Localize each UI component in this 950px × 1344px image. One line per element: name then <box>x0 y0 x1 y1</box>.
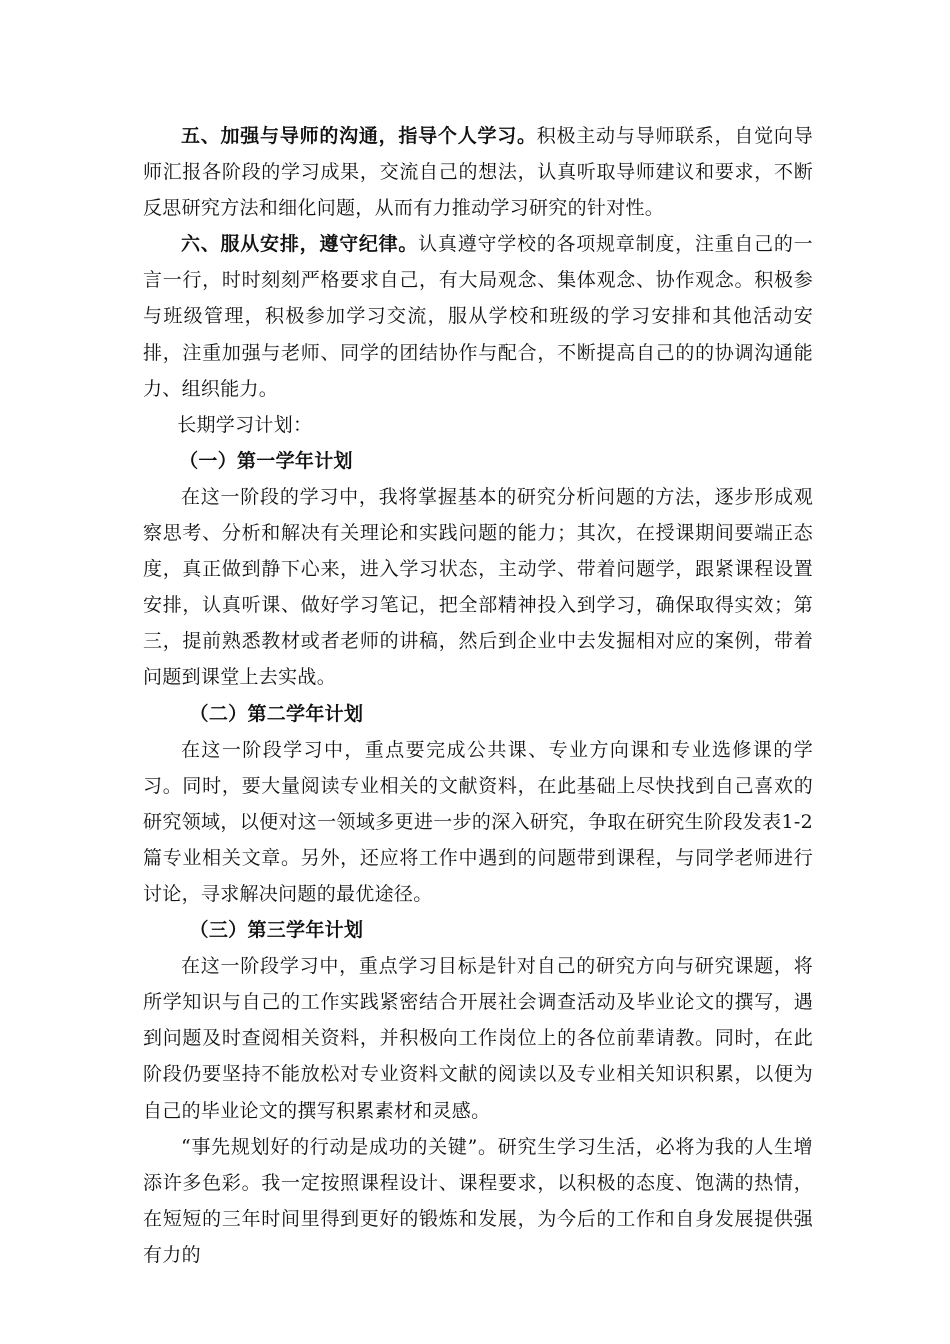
year-1-heading <box>143 443 813 479</box>
year-1-body: 在这一阶段的学习中，我将掌握基本的研究分析问题的方法，逐步形成观察思考、分析和解决有关理论和实践问题的能力；其次，在授课期间要端正态度，真正做到静下心来，进入学习状态，主动学、带着问题学，跟紧课程设置安排，认真听课、做好学习笔记，把全部精神投入到学习，确保取得实效；第三，提前熟悉教材或者老师的讲稿，然后到企业中去发掘相对应的案例，带着问题到课堂上去实战。 <box>143 485 813 689</box>
section-6-body: 认真遵守学校的各项规章制度，注重自己的一言一行，时时刻刻严格要求自己，有大局观念、集体观念、协作观念。积极参与班级管理，积极参加学习交流，服从学校和班级的学习安排和其他活动安排，注重加强与老师、同学的团结协作与配合，不断提高自己的的协调沟通能力、组织能力。 <box>143 233 813 400</box>
document-page <box>143 118 813 1273</box>
section-5-heading: 五、加强与导师的沟通，指导个人学习。 <box>181 125 537 147</box>
year-2-body: 在这一阶段学习中，重点要完成公共课、专业方向课和专业选修课的学习。同时，要大量阅读专业相关的文献资料，在此基础上尽快找到自己喜欢的研究领域，以便对这一领域多更进一步的深入研究，争取在研究生阶段发表1-2篇专业相关文章。另外，还应将工作中遇到的问题带到课程，与同学老师进行讨论，寻求解决问题的最优途径。 <box>143 738 813 905</box>
year-3-heading-text: （三）第三学年计划 <box>189 919 364 942</box>
year-2-heading-text: （二）第二学年计划 <box>189 702 364 725</box>
paragraph-section-5 <box>143 118 813 226</box>
section-6-heading: 六、服从安排，遵守纪律。 <box>181 233 419 256</box>
year-1-heading-text: （一）第一学年计划 <box>179 449 353 472</box>
closing-paragraph: “事先规划好的行动是成功的关键”。研究生学习生活，必将为我的人生增添许多色彩。我一定按照课程设计、课程要求，以积极的态度、饱满的热情，在短短的三年时间里得到更好的锻炼和发展，为今后的工作和自身发展提供强有力的 <box>143 1135 813 1266</box>
year-2-heading <box>143 696 813 732</box>
year-3-body: 在这一阶段学习中，重点学习目标是针对自己的研究方向与研究课题，将所学知识与自己的工作实践紧密结合开展社会调查活动及毕业论文的撰写，遇到问题及时查阅相关资料，并积极向工作岗位上的各位前辈请教。同时，在此阶段仍要坚持不能放松对专业资料文献的阅读以及专业相关知识积累，以便为自己的毕业论文的撰写积累素材和灵感。 <box>143 955 813 1122</box>
long-term-plan-label: 长期学习计划： <box>177 413 313 436</box>
paragraph-section-6 <box>143 226 813 406</box>
year-3-heading <box>143 912 813 948</box>
section-5-body: 积极主动与导师联系，自觉向导师汇报各阶段的学习成果，交流自己的想法，认真听取导师建议和要求，不断反思研究方法和细化问题，从而有力推动学习研究的针对性。 <box>143 125 814 220</box>
